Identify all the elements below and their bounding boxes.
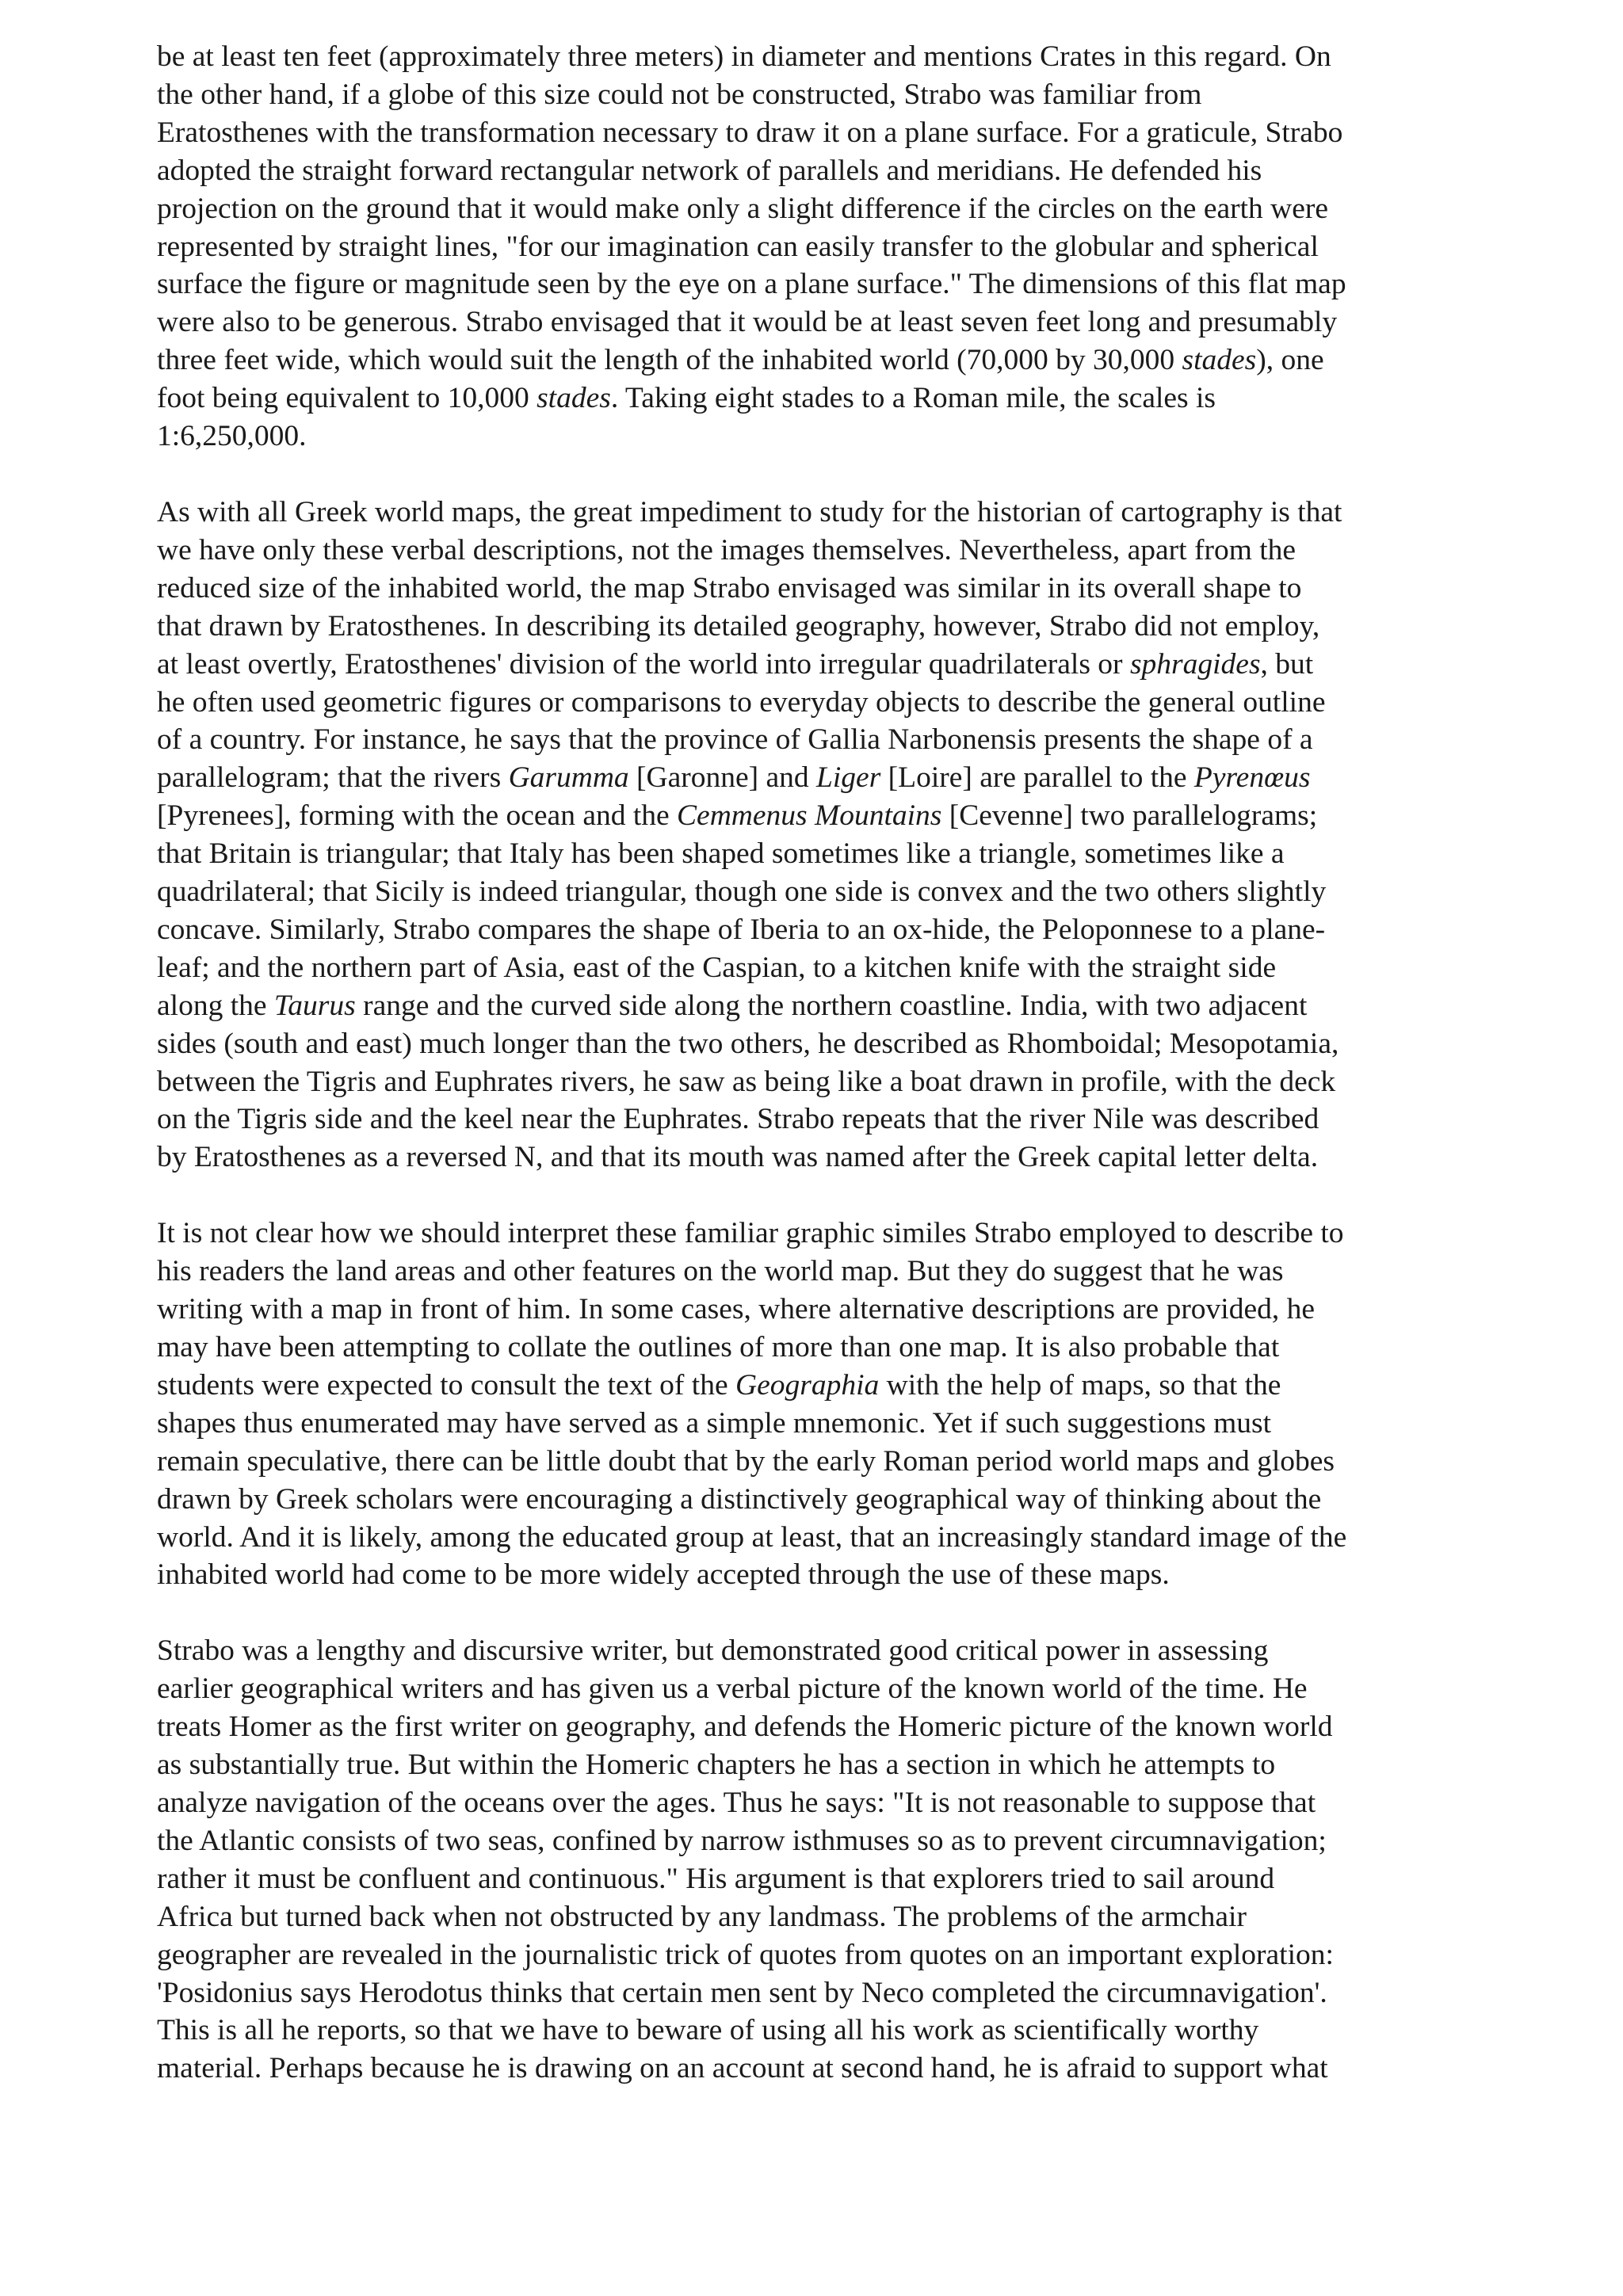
text-line: [Pyrenees], forming with the ocean and the Cemmenus Mountains [Cevenne] two parallelograms; (157, 799, 1318, 833)
text-line: the Atlantic consists of two seas, confined by narrow isthmuses so as to prevent circumnavigation; (157, 1824, 1327, 1857)
text-line: of a country. For instance, he says that the province of Gallia Narbonensis presents the shape of a (157, 723, 1313, 757)
text-line: we have only these verbal descriptions, not the images themselves. Nevertheless, apart from the (157, 533, 1296, 566)
text-line: As with all Greek world maps, the great impediment to study for the historian of cartography is that (157, 495, 1342, 528)
text-line: as substantially true. But within the Homeric chapters he has a section in which he attempts to (157, 1749, 1276, 1782)
text-line: rather it must be confluent and continuous." His argument is that explorers tried to sail around (157, 1862, 1275, 1895)
paragraph-2 (157, 494, 1491, 1177)
text-line: shapes thus enumerated may have served as a simple mnemonic. Yet if such suggestions must (157, 1406, 1271, 1440)
text-line: 'Posidonius says Herodotus thinks that certain men sent by Neco completed the circumnavigation'. (157, 1976, 1327, 2009)
text-line: parallelogram; that the rivers Garumma [Garonne] and Liger [Loire] are parallel to the Pyrenœus (157, 761, 1311, 795)
text-line: leaf; and the northern part of Asia, east of the Caspian, to a kitchen knife with the straight side (157, 951, 1277, 984)
text-line: 1:6,250,000. (157, 420, 307, 453)
text-line: the other hand, if a globe of this size could not be constructed, Strabo was familiar from (157, 78, 1202, 111)
text-line: three feet wide, which would suit the length of the inhabited world (70,000 by 30,000 stades), one (157, 344, 1324, 377)
text-line: projection on the ground that it would make only a slight difference if the circles on the earth were (157, 192, 1328, 225)
text-line: that Britain is triangular; that Italy has been shaped sometimes like a triangle, sometimes like a (157, 837, 1285, 871)
text-line: It is not clear how we should interpret these familiar graphic similes Strabo employed to describe to (157, 1217, 1344, 1250)
text-line: remain speculative, there can be little doubt that by the early Roman period world maps and globes (157, 1444, 1335, 1478)
text-line: geographer are revealed in the journalistic trick of quotes from quotes on an important exploration: (157, 1938, 1334, 1971)
text-line: be at least ten feet (approximately three meters) in diameter and mentions Crates in this regard. On (157, 40, 1331, 73)
text-line: writing with a map in front of him. In some cases, where alternative descriptions are provided, he (157, 1293, 1316, 1326)
text-line: Eratosthenes with the transformation necessary to draw it on a plane surface. For a graticule, Strabo (157, 116, 1343, 149)
text-line: inhabited world had come to be more widely accepted through the use of these maps. (157, 1558, 1170, 1592)
paragraph-4 (157, 1632, 1491, 2088)
text-line: concave. Similarly, Strabo compares the shape of Iberia to an ox-hide, the Peloponnese to a plane- (157, 913, 1326, 946)
paragraph-3 (157, 1215, 1491, 1594)
document-page (157, 38, 1491, 2088)
text-line: that drawn by Eratosthenes. In describing its detailed geography, however, Strabo did not employ, (157, 609, 1320, 643)
text-line: reduced size of the inhabited world, the map Strabo envisaged was similar in its overall shape to (157, 571, 1302, 605)
text-line: This is all he reports, so that we have to beware of using all his work as scientifically worthy (157, 2014, 1259, 2047)
text-line: students were expected to consult the text of the Geographia with the help of maps, so that the (157, 1368, 1281, 1402)
paragraph-1 (157, 38, 1491, 456)
text-line: world. And it is likely, among the educated group at least, that an increasingly standard image of the (157, 1520, 1347, 1554)
text-line: treats Homer as the first writer on geography, and defends the Homeric picture of the known world (157, 1711, 1333, 1744)
text-line: adopted the straight forward rectangular network of parallels and meridians. He defended his (157, 154, 1262, 187)
text-line: foot being equivalent to 10,000 stades. Taking eight stades to a Roman mile, the scales is (157, 382, 1216, 415)
text-line: on the Tigris side and the keel near the Euphrates. Strabo repeats that the river Nile was described (157, 1103, 1319, 1136)
text-line: analyze navigation of the oceans over the ages. Thus he says: "It is not reasonable to suppose that (157, 1786, 1316, 1819)
text-line: represented by straight lines, "for our imagination can easily transfer to the globular and spherical (157, 230, 1319, 263)
text-line: were also to be generous. Strabo envisaged that it would be at least seven feet long and presumably (157, 306, 1338, 339)
text-line: surface the figure or magnitude seen by the eye on a plane surface." The dimensions of this flat map (157, 268, 1346, 301)
text-line: sides (south and east) much longer than the two others, he described as Rhomboidal; Mesopotamia, (157, 1027, 1339, 1060)
text-line: drawn by Greek scholars were encouraging a distinctively geographical way of thinking about the (157, 1482, 1322, 1516)
text-line: along the Taurus range and the curved side along the northern coastline. India, with two adjacent (157, 989, 1308, 1022)
text-line: at least overtly, Eratosthenes' division of the world into irregular quadrilaterals or sphragides, but (157, 647, 1314, 681)
text-line: he often used geometric figures or comparisons to everyday objects to describe the general outline (157, 685, 1326, 719)
text-line: his readers the land areas and other features on the world map. But they do suggest that he was (157, 1255, 1284, 1288)
text-line: Africa but turned back when not obstructed by any landmass. The problems of the armchair (157, 1900, 1247, 1933)
text-line: between the Tigris and Euphrates rivers, he saw as being like a boat drawn in profile, with the deck (157, 1065, 1336, 1098)
text-line: quadrilateral; that Sicily is indeed triangular, though one side is convex and the two others slightly (157, 875, 1327, 909)
text-line: material. Perhaps because he is drawing on an account at second hand, he is afraid to support what (157, 2052, 1328, 2085)
text-line: by Eratosthenes as a reversed N, and that its mouth was named after the Greek capital letter delta. (157, 1141, 1319, 1174)
text-line: Strabo was a lengthy and discursive writer, but demonstrated good critical power in assessing (157, 1634, 1269, 1668)
text-line: earlier geographical writers and has given us a verbal picture of the known world of the time. He (157, 1672, 1308, 1706)
text-line: may have been attempting to collate the outlines of more than one map. It is also probable that (157, 1331, 1280, 1363)
